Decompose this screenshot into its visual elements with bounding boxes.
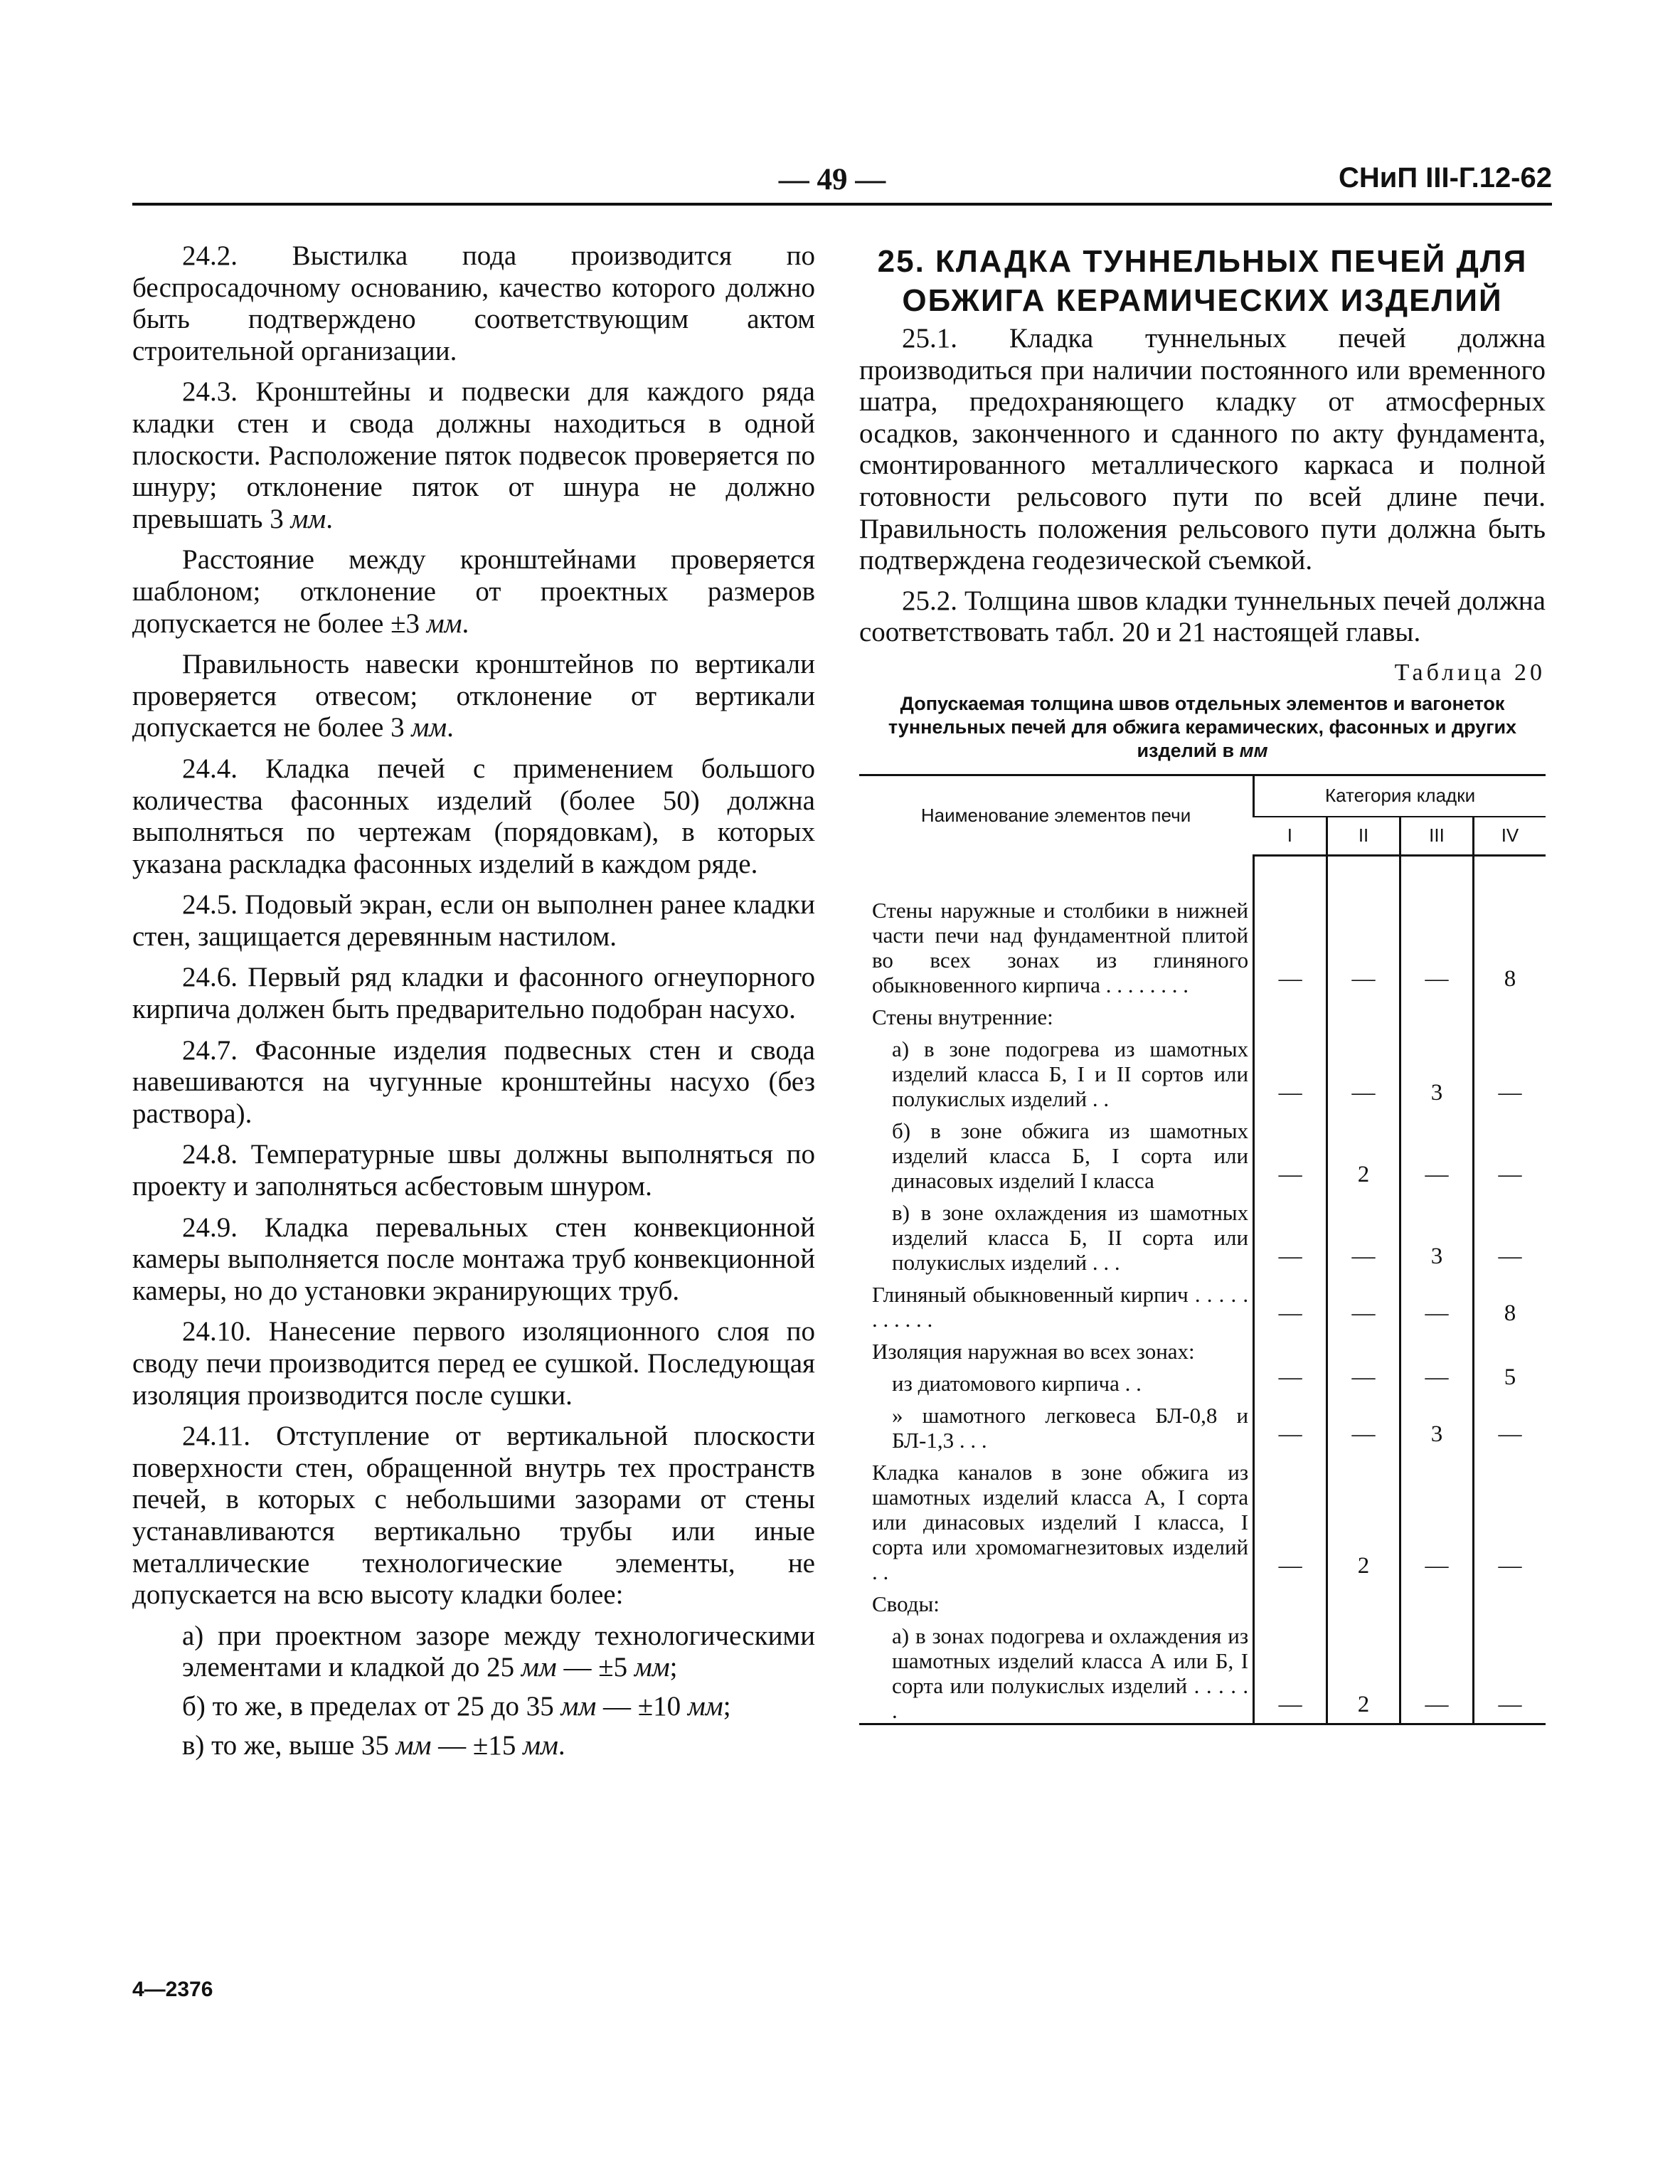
paragraph-plumb-check: Правильность навески кронштейнов по вертикали проверяется отвесом; отклонение от вертикали допускается не более 3 мм. <box>132 649 815 743</box>
table-row: б) в зоне обжига из шамотных изделий класса Б, I сорта или динасовых изделий I класса — 2 — — <box>859 1111 1546 1193</box>
paragraph-24-5: 24.5. Подовый экран, если он выполнен ранее кладки стен, защищается деревянным настилом. <box>132 889 815 952</box>
right-column <box>859 242 1546 1725</box>
paragraph-24-10: 24.10. Нанесение первого изоляционного слоя по своду печи производится перед ее сушкой. Последующая изоляция производится после сушки. <box>132 1316 815 1411</box>
table-row: а) в зонах подогрева и охлаждения из шамотных изделий класса А или Б, I сорта или полукислых изделий . . . . . . — 2 — — <box>859 1616 1546 1724</box>
header-rule <box>132 203 1552 206</box>
paragraph-24-2: 24.2. Выстилка пода производится по беспросадочному основанию, качество которого должно быть подтверждено соответствующим актом строительной организации. <box>132 240 815 366</box>
paragraph-24-8: 24.8. Температурные швы должны выполняться по проекту и заполняться асбестовым шнуром. <box>132 1139 815 1202</box>
column-header-cat-3: III <box>1400 817 1474 856</box>
list-item-a: а) при проектном зазоре между технологическими элементами и кладкой до 25 мм — ±5 мм; <box>182 1620 815 1683</box>
paragraph-24-4: 24.4. Кладка печей с применением большого количества фасонных изделий (более 50) должна выполняться по чертежам (порядовкам), в которых указана раскладка фасонных изделий в каждом ряде. <box>132 753 815 879</box>
table-row: Своды: <box>859 1584 1546 1616</box>
table-row: Кладка каналов в зоне обжига из шамотных изделий класса А, I сорта или динасовых изделий I класса, I сорта или хромомагнезитовых изделий . . — 2 — — <box>859 1453 1546 1584</box>
paragraph-25-1: 25.1. Кладка туннельных печей должна производиться при наличии постоянного или временного шатра, предохраняющего кладку от атмосферных осадков, законченного и сданного по акту фундамента, смонтированного металлического каркаса и полной готовности рельсового пути по всей длине печи. Правильность положения рельсового пути должна быть подтверждена геодезической съемкой. <box>859 323 1546 576</box>
table-label: Таблица 20 <box>1394 659 1546 686</box>
list-item-b: б) то же, в пределах от 25 до 35 мм — ±10 мм; <box>182 1690 731 1722</box>
list-item-c: в) то же, выше 35 мм — ±15 мм. <box>182 1729 565 1761</box>
table-row: Глиняный обыкновенный кирпич . . . . . . . . . . . — — — 8 <box>859 1275 1546 1332</box>
section-title: 25. КЛАДКА ТУННЕЛЬНЫХ ПЕЧЕЙ ДЛЯ ОБЖИГА КЕРАМИЧЕСКИХ ИЗДЕЛИЙ <box>877 244 1528 318</box>
table-row: из диатомового кирпича . . — — — 5 <box>859 1364 1546 1396</box>
paragraph-24-11: 24.11. Отступление от вертикальной плоскости поверхности стен, обращенной внутрь тех пространств печей, в которых с небольшими зазорами от стены устанавливаются вертикально трубы или иные металлические технологические элементы, не допускается на всю высоту кладки более: <box>132 1421 815 1611</box>
table-row: Стены наружные и столбики в нижней части печи над фундаментной плитой во всех зонах из глиняного обыкновенного кирпича . . . . . . . . — — — 8 <box>859 855 1546 997</box>
column-header-cat-2: II <box>1327 817 1400 856</box>
document-code: СНиП III-Г.12-62 <box>1339 162 1552 194</box>
page-number: — 49 — <box>778 163 886 196</box>
paragraph-24-3: 24.3. Кронштейны и подвески для каждого ряда кладки стен и свода должны находиться в одной плоскости. Расположение пяток подвесок проверяется по шнуру; отклонение пяток от шнура не должно превышать 3 мм. <box>132 376 815 534</box>
column-header-cat-1: I <box>1254 817 1327 856</box>
table-row: » шамотного легковеса БЛ-0,8 и БЛ-1,3 . . . — — 3 — <box>859 1396 1546 1453</box>
paragraph-24-6: 24.6. Первый ряд кладки и фасонного огнеупорного кирпича должен быть предварительно подобран насухо. <box>132 962 815 1025</box>
paragraph-template-spacing: Расстояние между кронштейнами проверяется шаблоном; отклонение от проектных размеров допускается не более ±3 мм. <box>132 544 815 639</box>
joint-thickness-table <box>859 774 1546 1726</box>
column-header-category-group: Категория кладки <box>1254 775 1546 817</box>
table-title: Допускаемая толщина швов отдельных элементов и вагонеток туннельных печей для обжига керамических, фасонных и других изделий в мм <box>888 692 1517 761</box>
column-header-cat-4: IV <box>1473 817 1546 856</box>
table-row: а) в зоне подогрева из шамотных изделий класса Б, I и II сортов или полукислых изделий . . — — 3 — <box>859 1029 1546 1111</box>
table-row: в) в зоне охлаждения из шамотных изделий класса Б, II сорта или полукислых изделий . . . — — 3 — <box>859 1193 1546 1275</box>
signature-code: 4—2376 <box>132 1978 213 2001</box>
paragraph-24-9: 24.9. Кладка перевальных стен конвекционной камеры выполняется после монтажа труб конвекционной камеры, но до установки экранирующих труб. <box>132 1212 815 1306</box>
table-row: Стены внутренние: <box>859 997 1546 1029</box>
column-header-element-name: Наименование элементов печи <box>859 775 1254 855</box>
table-row: Изоляция наружная во всех зонах: <box>859 1332 1546 1364</box>
paragraph-24-7: 24.7. Фасонные изделия подвесных стен и свода навешиваются на чугунные кронштейны насухо (без раствора). <box>132 1034 815 1129</box>
left-column <box>132 240 815 1769</box>
paragraph-25-2: 25.2. Толщина швов кладки туннельных печей должна соответствовать табл. 20 и 21 настоящей главы. <box>859 585 1546 648</box>
